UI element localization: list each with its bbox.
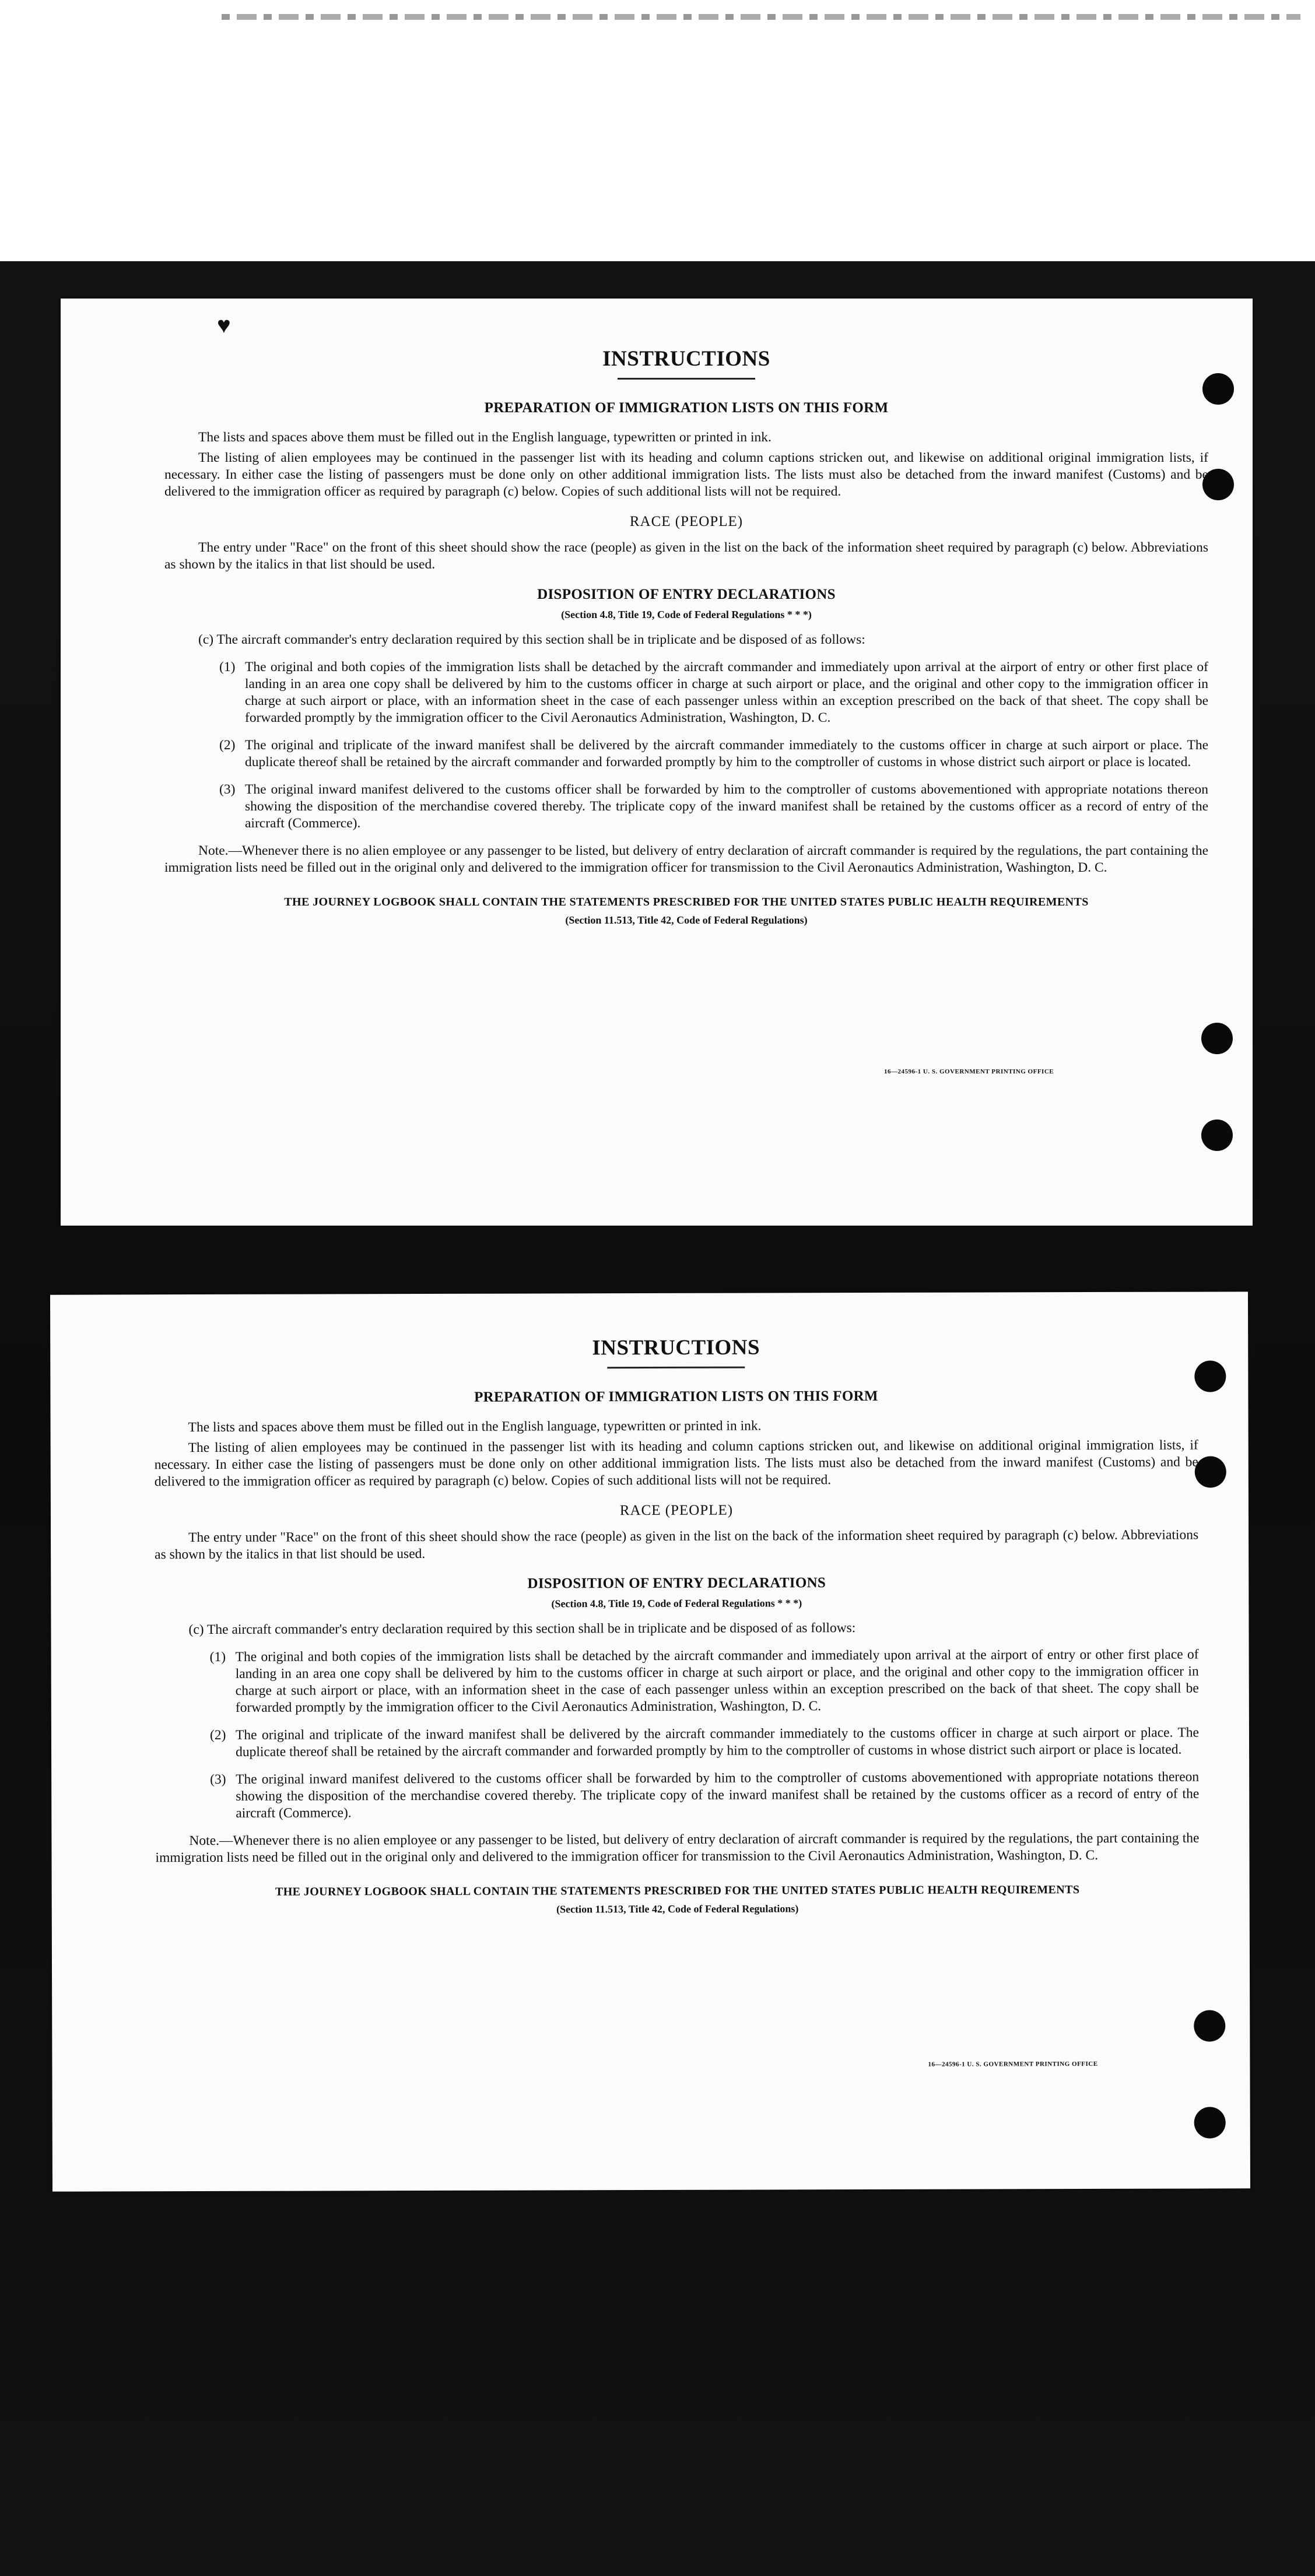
instruction-sheet-2 xyxy=(50,1291,1250,2191)
punch-hole xyxy=(1201,1023,1233,1054)
paragraph: The lists and spaces above them must be filled out in the English language, typewritten or printed in ink. xyxy=(188,1418,762,1436)
citation: (Section 4.8, Title 19, Code of Federal Regulations * * *) xyxy=(551,1597,802,1610)
citation: (Section 11.513, Title 42, Code of Federal Regulations) xyxy=(565,914,808,926)
paragraph-c: (c) The aircraft commander's entry declaration required by this section shall be in triplicate and be disposed of as follows: xyxy=(198,632,865,647)
section-heading-race: RACE (PEOPLE) xyxy=(629,514,744,529)
paragraph: The entry under "Race" on the front of this sheet should show the race (people) as given in the list on the back of the information sheet required by paragraph (c) below. Abbreviations as shown by the italics in that list should be used. xyxy=(155,1527,1199,1563)
scan-streak xyxy=(222,14,1300,20)
note: Note.—Whenever there is no alien employee or any passenger to be listed, but delivery of entry declaration of aircraft commander is required by the regulations, the part containing the immigration lists need be filled out in the original only and delivered to the immigration officer for transmission to the Civil Aeronautics Administration, Washington, D. C. xyxy=(155,1830,1200,1866)
list-item-text: The original inward manifest delivered to the customs officer shall be forwarded by him to the comptroller of customs abovementioned with appropriate notations thereon showing the disposition of the merchandise covered thereby. The triplicate copy of the inward manifest shall be retained by the customs officer as a record of entry of the aircraft (Commerce). xyxy=(236,1769,1200,1821)
list-item-text: The original and triplicate of the inward manifest shall be delivered by the aircraft commander immediately to the customs officer in charge at such airport or place. The duplicate thereof shall be retained by the aircraft commander and forwarded promptly by him to the comptroller of customs in whose district such airport or place is located. xyxy=(245,738,1208,770)
page-title: INSTRUCTIONS xyxy=(592,1335,760,1360)
paragraph: The lists and spaces above them must be filled out in the English language, typewritten or printed in ink. xyxy=(198,430,772,445)
punch-hole xyxy=(1194,2010,1225,2041)
list-item xyxy=(219,737,1208,771)
list-item xyxy=(210,1769,1200,1822)
punch-hole xyxy=(1194,1360,1226,1392)
page-title: INSTRUCTIONS xyxy=(602,347,770,371)
list-item-number: (3) xyxy=(219,782,236,797)
document-body xyxy=(154,1334,1200,1919)
printer-mark: 16—24596-1 U. S. GOVERNMENT PRINTING OFFICE xyxy=(928,2060,1098,2068)
journey-logbook-statement: THE JOURNEY LOGBOOK SHALL CONTAIN THE STATEMENTS PRESCRIBED FOR THE UNITED STATES PUBLIC HEALTH REQUIREMENTS xyxy=(275,1883,1080,1898)
paragraph: The entry under "Race" on the front of this sheet should show the race (people) as given in the list on the back of the information sheet required by paragraph (c) below. Abbreviations as shown by the italics in that list should be used. xyxy=(164,540,1208,572)
list-item-number: (3) xyxy=(210,1771,226,1787)
scan-top-margin xyxy=(0,0,1315,261)
citation: (Section 4.8, Title 19, Code of Federal Regulations * * *) xyxy=(561,609,812,620)
section-heading-preparation: PREPARATION OF IMMIGRATION LISTS ON THIS FORM xyxy=(484,400,889,416)
paragraph: The listing of alien employees may be continued in the passenger list with its heading and column captions stricken out, and likewise on additional original immigration lists, if necessary. In either case the listing of passengers must be done only on other additional immigration lists. The lists must also be detached from the inward manifest (Customs) and be delivered to the immigration officer as required by paragraph (c) below. Copies of such additional lists will not be required. xyxy=(164,450,1208,499)
list-item-number: (2) xyxy=(209,1727,226,1743)
paragraph-c: (c) The aircraft commander's entry declaration required by this section shall be in triplicate and be disposed of as follows: xyxy=(188,1620,856,1638)
list-item-text: The original and triplicate of the inward manifest shall be delivered by the aircraft commander immediately to the customs officer in charge at such airport or place. The duplicate thereof shall be retained by the aircraft commander and forwarded promptly by him to the comptroller of customs in whose district such airport or place is located. xyxy=(235,1725,1199,1760)
punch-hole xyxy=(1194,2107,1226,2138)
list-item xyxy=(209,1725,1199,1761)
document-body xyxy=(164,346,1208,929)
section-heading-disposition: DISPOSITION OF ENTRY DECLARATIONS xyxy=(537,587,836,602)
paragraph: The listing of alien employees may be continued in the passenger list with its heading and column captions stricken out, and likewise on additional original immigration lists, if necessary. In either case the listing of passengers must be done only on other additional immigration lists. The lists must also be detached from the inward manifest (Customs) and be delivered to the immigration officer as required by paragraph (c) below. Copies of such additional lists will not be required. xyxy=(154,1437,1198,1490)
list-item-text: The original inward manifest delivered to the customs officer shall be forwarded by him to the comptroller of customs abovementioned with appropriate notations thereon showing the disposition of the merchandise covered thereby. The triplicate copy of the inward manifest shall be retained by the customs officer as a record of entry of the aircraft (Commerce). xyxy=(245,782,1208,831)
note: Note.—Whenever there is no alien employee or any passenger to be listed, but delivery of entry declaration of aircraft commander is required by the regulations, the part containing the immigration lists need be filled out in the original only and delivered to the immigration officer for transmission to the Civil Aeronautics Administration, Washington, D. C. xyxy=(164,843,1208,875)
list-item xyxy=(219,659,1208,727)
punch-hole xyxy=(1201,1119,1233,1151)
list-item-text: The original and both copies of the immigration lists shall be detached by the aircraft commander and immediately upon arrival at the airport of entry or other first place of landing in an area one copy shall be delivered by him to the customs officer in charge at such airport or place, and the original and other copy to the immigration officer in charge at such airport or place, with an information sheet in the case of each passenger unless within an exception prescribed on the back of that sheet. The copy shall be forwarded promptly by the immigration officer to the Civil Aeronautics Administration, Washington, D. C. xyxy=(245,659,1208,725)
title-rule xyxy=(618,378,755,380)
list-item-number: (1) xyxy=(219,659,236,675)
punch-hole xyxy=(1195,1456,1226,1487)
list-item-text: The original and both copies of the immigration lists shall be detached by the aircraft commander and immediately upon arrival at the airport of entry or other first place of landing in an area one copy shall be delivered by him to the customs officer in charge at such airport or place, and the original and other copy to the immigration officer in charge at such airport or place, with an information sheet in the case of each passenger unless within an exception prescribed on the back of that sheet. The copy shall be forwarded promptly by the immigration officer to the Civil Aeronautics Administration, Washington, D. C. xyxy=(235,1647,1199,1715)
title-rule xyxy=(607,1367,745,1369)
instruction-sheet-1 xyxy=(61,299,1253,1226)
journey-logbook-statement: THE JOURNEY LOGBOOK SHALL CONTAIN THE STATEMENTS PRESCRIBED FOR THE UNITED STATES PUBLIC HEALTH REQUIREMENTS xyxy=(284,896,1089,908)
list-item-number: (1) xyxy=(209,1649,226,1665)
printer-mark: 16—24596-1 U. S. GOVERNMENT PRINTING OFFICE xyxy=(884,1068,1054,1075)
section-heading-race: RACE (PEOPLE) xyxy=(619,1502,734,1519)
citation: (Section 11.513, Title 42, Code of Federal Regulations) xyxy=(556,1903,799,1915)
list-item-number: (2) xyxy=(219,738,236,753)
section-heading-preparation: PREPARATION OF IMMIGRATION LISTS ON THIS FORM xyxy=(474,1388,878,1405)
list-item xyxy=(219,781,1208,832)
ink-mark: ♥ xyxy=(217,312,231,338)
section-heading-disposition: DISPOSITION OF ENTRY DECLARATIONS xyxy=(527,1575,826,1592)
list-item xyxy=(209,1647,1199,1717)
